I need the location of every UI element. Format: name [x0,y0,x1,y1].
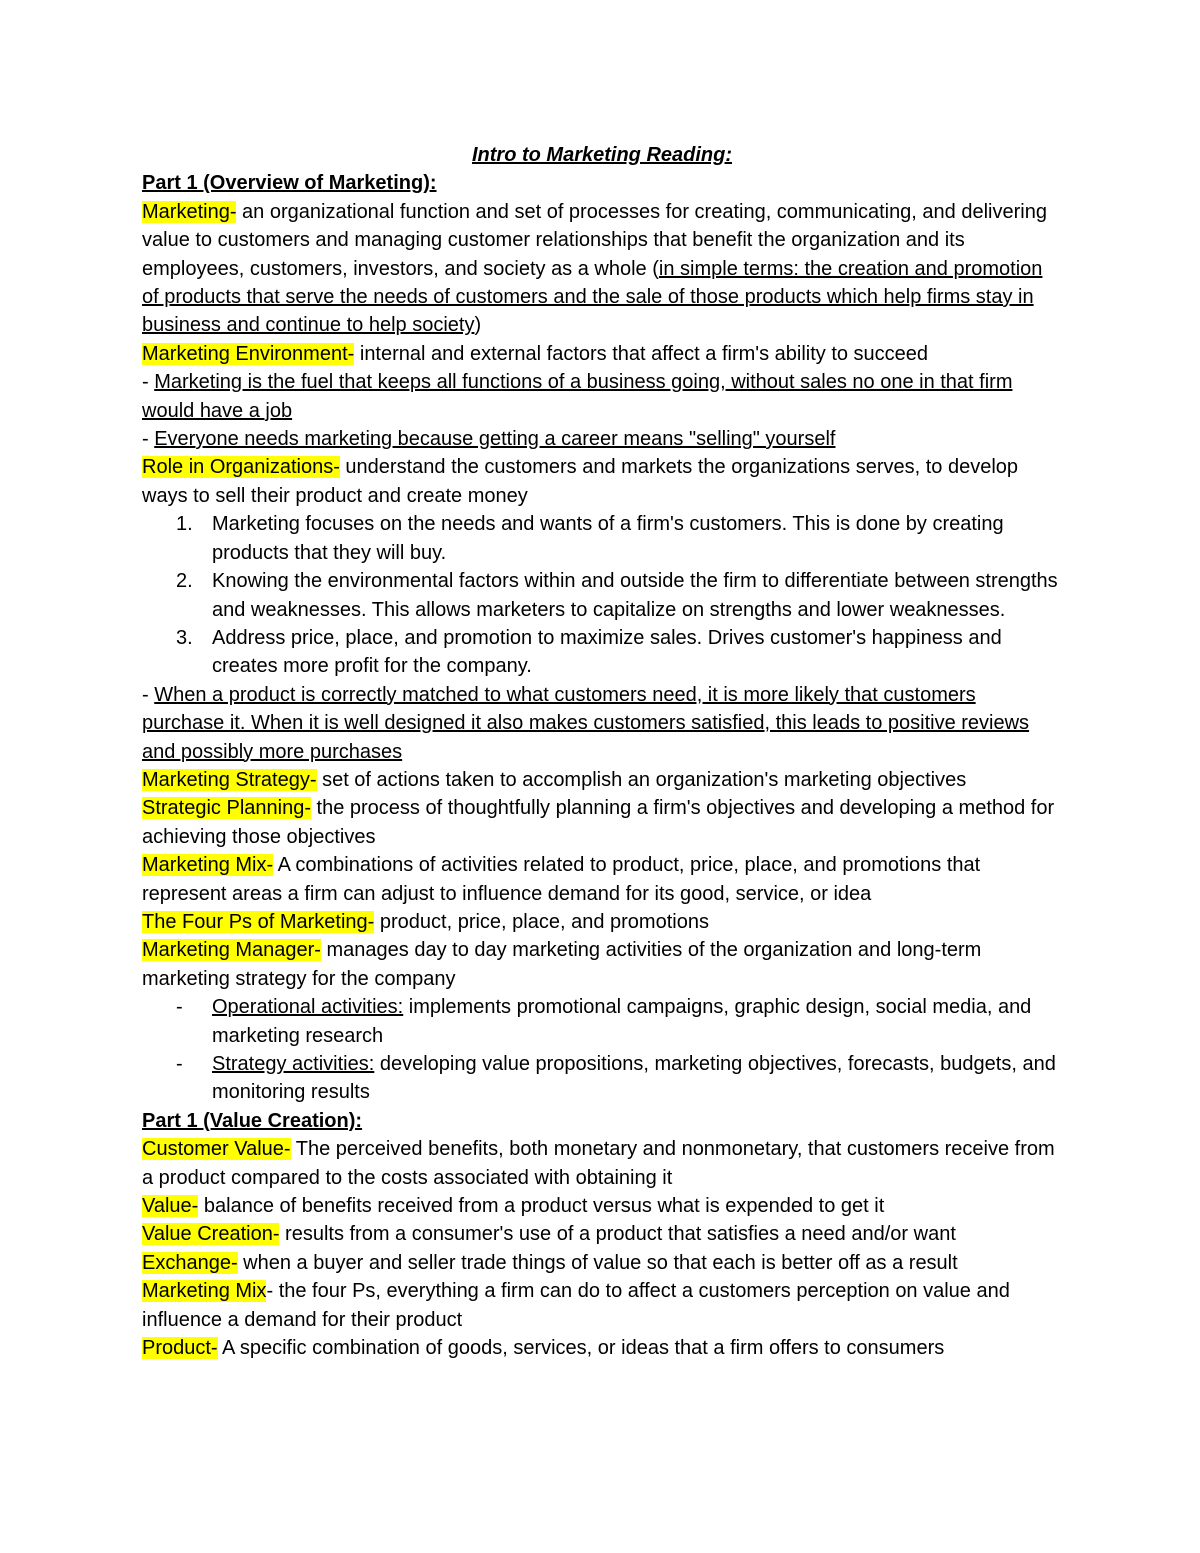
definition-text: set of actions taken to accomplish an organization's marketing objectives [316,768,967,791]
definition-text: manages day to day marketing activities of the organization and long-term marketing strategy for the company [142,939,982,990]
term-marketing-manager: Marketing Manager- [142,939,321,962]
definition-text: A specific combination of goods, services, or ideas that a firm offers to consumers [217,1337,945,1360]
list-item-label: Strategy activities: [212,1053,375,1075]
definition-marketing-mix [142,851,1062,908]
list-item-text: Knowing the environmental factors within and outside the firm to differentiate between strengths and weaknesses. This allows marketers to capitalize on strengths and lower weaknesses. [212,570,1058,621]
list-item [142,993,1062,1050]
list-item-text: developing value propositions, marketing objectives, forecasts, budgets, and monitoring results [212,1053,1056,1104]
term-marketing-mix: Marketing Mix [142,1280,267,1303]
definition-marketing-manager [142,936,1062,993]
list-item-text: implements promotional campaigns, graphic design, social media, and marketing research [212,996,1032,1047]
list-item [142,624,1062,681]
term-value: Value- [142,1195,199,1218]
definition-text: the process of thoughtfully planning a firm's objectives and developing a method for achieving those objectives [142,797,1055,848]
definition-text: results from a consumer's use of a product that satisfies a need and/or want [279,1223,956,1246]
document-title: Intro to Marketing Reading: [472,144,732,166]
definition-product [142,1334,1062,1362]
term-product: Product- [142,1337,218,1360]
term-exchange: Exchange- [142,1251,238,1274]
list-number: 3. [176,626,193,649]
note-everyone [142,425,1062,453]
definition-four-ps [142,908,1062,936]
section-heading-overview: Part 1 (Overview of Marketing): [142,172,437,195]
definition-marketing-environment [142,340,1062,368]
term-strategic-planning: Strategic Planning- [142,797,311,820]
definition-text: when a buyer and seller trade things of value so that each is better off as a result [237,1251,958,1274]
definition-marketing [142,198,1062,340]
note-text: Everyone needs marketing because getting a career means "selling" yourself [154,428,836,451]
definition-marketing-strategy [142,766,1062,794]
list-item [142,567,1062,624]
list-item [142,510,1062,567]
definition-value [142,1192,1062,1220]
definition-strategic-planning [142,794,1062,851]
note-dash: - [142,371,155,394]
list-item-label: Operational activities: [212,996,404,1019]
list-item [142,1050,1062,1107]
role-numbered-list [142,510,1062,680]
underlined-note: in simple terms: the creation and promotion of products that serve the needs of customers and the sale of those products which help firms stay in business and continue to help society [142,257,1043,337]
term-marketing-mix: Marketing Mix- [142,854,274,877]
list-item-text: Address price, place, and promotion to maximize sales. Drives customer's happiness and creates more profit for the company. [212,626,1002,678]
term-marketing: Marketing- [142,200,237,223]
list-number: 1. [176,513,193,536]
section-heading-value-creation: Part 1 (Value Creation): [142,1109,363,1132]
closing-paren: ) [474,314,482,337]
list-bullet: - [176,996,183,1019]
note-fuel [142,368,1062,425]
list-bullet: - [176,1053,183,1075]
definition-text: The perceived benefits, both monetary and nonmonetary, that customers receive from a product compared to the costs associated with obtaining it [142,1138,1055,1189]
definition-customer-value [142,1135,1062,1192]
term-marketing-environment: Marketing Environment- [142,342,355,365]
manager-bullet-list [142,993,1062,1107]
term-four-ps: The Four Ps of Marketing- [142,910,375,933]
document-body [142,141,1062,1362]
definition-text: - the four Ps, everything a firm can do to affect a customers perception on value and influence a demand for their product [142,1280,1010,1331]
note-text: Marketing is the fuel that keeps all functions of a business going, without sales no one in that firm would have a job [142,371,1013,422]
definition-text: product, price, place, and promotions [374,910,709,933]
note-dash: - [142,683,155,706]
definition-text: A combinations of activities related to product, price, place, and promotions that represent areas a firm can adjust to influence demand for its good, service, or idea [142,854,981,905]
definition-marketing-mix-2 [142,1277,1062,1334]
definition-text: internal and external factors that affect a firm's ability to succeed [354,342,929,365]
definition-exchange [142,1249,1062,1277]
term-role-in-organizations: Role in Organizations- [142,456,340,479]
definition-text: an organizational function and set of processes for creating, communicating, and delivering value to customers and managing customer relationships that benefit the organization and its employees, customers, investors, and society as a whole ( [142,200,1047,280]
definition-value-creation [142,1220,1062,1248]
note-text: When a product is correctly matched to what customers need, it is more likely that customers purchase it. When it is well designed it also makes customers satisfied, this leads to positive reviews and possibly more purchases [142,683,1030,763]
definition-text: balance of benefits received from a product versus what is expended to get it [198,1195,885,1218]
list-number: 2. [176,570,193,593]
term-customer-value: Customer Value- [142,1138,291,1161]
term-value-creation: Value Creation- [142,1223,280,1246]
definition-text: understand the customers and markets the organizations serves, to develop ways to sell their product and create money [142,456,1019,507]
note-product-match [142,681,1062,766]
term-marketing-strategy: Marketing Strategy- [142,768,317,791]
list-item-text: Marketing focuses on the needs and wants of a firm's customers. This is done by creating products that they will buy. [212,513,1004,564]
definition-role-in-organizations [142,453,1062,510]
note-dash: - [142,428,155,451]
